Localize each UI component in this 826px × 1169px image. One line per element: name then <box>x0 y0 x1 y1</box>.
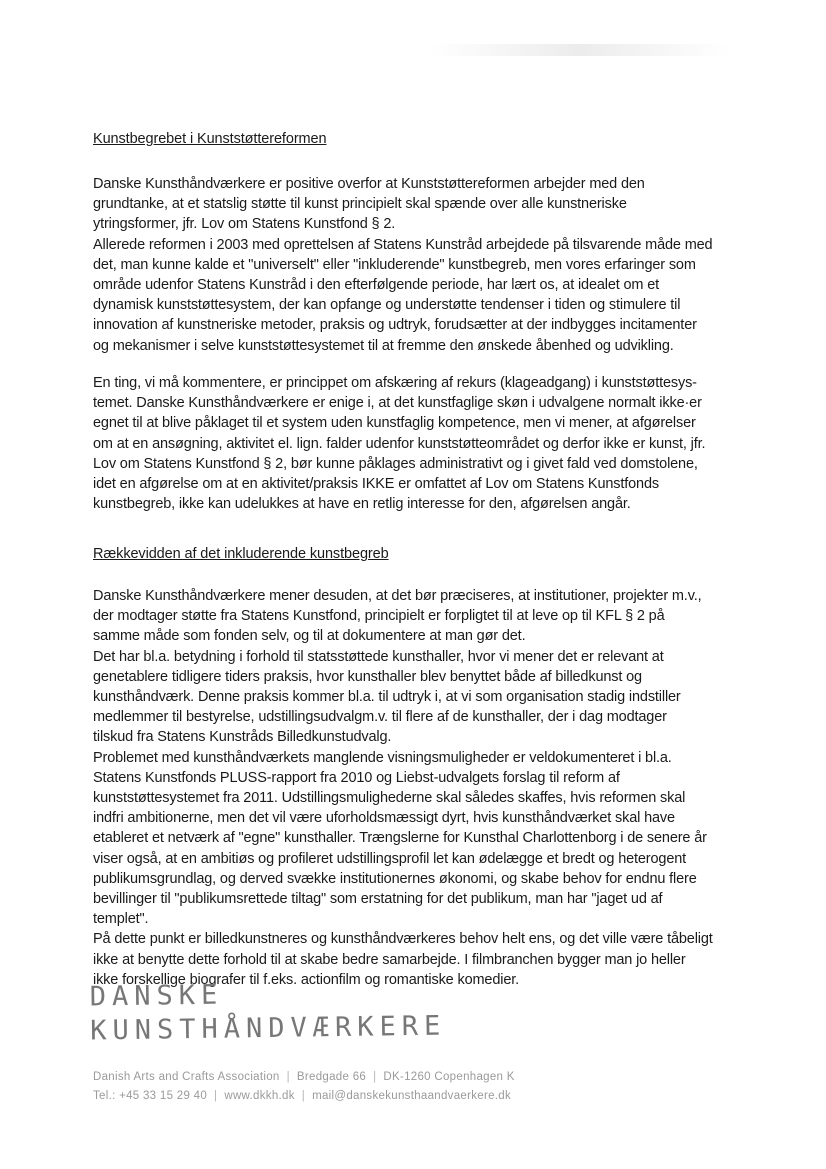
footer-separator: | <box>301 1090 306 1102</box>
text-line: område udenfor Statens Kunstråd i den efterfølgende periode, har lært os, at idealet om et <box>93 277 660 294</box>
letterhead-footer <box>93 1068 515 1106</box>
section-heading-raekkevidden: Rækkevidden af det inkluderende kunstbegreb <box>93 546 389 562</box>
text-line: ikke at benytte dette forhold til at skabe bedre samarbejde. I filmbranchen bygger man jo heller <box>93 951 686 968</box>
text-line: grundtanke, at et statslig støtte til kunst principielt skal spænde over alle kunstneriske <box>93 196 627 213</box>
text-line: Lov om Statens Kunstfond § 2, bør kunne påklages administrativt og i givet fald ved domstolene, <box>93 455 698 472</box>
text-line: publikumsgrundlag, og derved svække institutionernes økonomi, og skabe behov for endnu flere <box>93 870 697 887</box>
text-line: samme måde som fonden selv, og til at dokumentere at man gør det. <box>93 628 526 645</box>
text-line: På dette punkt er billedkunstneres og kunsthåndværkeres behov helt ens, og det ville være tåbeligt <box>93 931 713 948</box>
text-line: det, man kunne kalde et "universelt" eller "inkluderende" kunstbegreb, men vores erfaringer som <box>93 256 696 273</box>
text-line: tilskud fra Statens Kunstråds Billedkunstudvalg. <box>93 729 392 746</box>
text-line: Statens Kunstfonds PLUSS-rapport fra 2010 og Liebst-udvalgets forslag til reform af <box>93 769 620 786</box>
scan-bleed-through <box>430 44 730 56</box>
text-line: Danske Kunsthåndværkere er positive overfor at Kunststøttereformen arbejder med den <box>93 176 645 192</box>
text-line: der modtager støtte fra Statens Kunstfond, principielt er forpligtet til at leve op til KFL § 2 på <box>93 608 665 625</box>
paragraph-1 <box>93 174 712 356</box>
text-line: og mekanismer i selve kunststøttesystemet til at fremme den ønskede åbenhed og udvikling. <box>93 337 674 354</box>
organisation-logo <box>90 976 447 1049</box>
footer-website: www.dkkh.dk <box>224 1090 295 1102</box>
text-line: templet". <box>93 911 149 928</box>
text-line: Danske Kunsthåndværkere mener desuden, at det bør præciseres, at institutioner, projekter m.v., <box>93 588 702 604</box>
footer-phone: Tel.: +45 33 15 29 40 <box>93 1090 208 1102</box>
text-line: En ting, vi må kommentere, er princippet om afskæring af rekurs (klageadgang) i kunststøttesys- <box>93 375 697 391</box>
text-line: etableret et netværk af "egne" kunsthaller. Trængslerne for Kunsthal Charlottenborg i de senere år <box>93 830 707 847</box>
text-line: indfri ambitionerne, men det vil være uforholdsmæssigt dyrt, hvis kunsthåndværket skal have <box>93 810 675 827</box>
text-line: ikke forskellige biografer til f.eks. actionfilm og romantiske komedier. <box>93 971 519 988</box>
text-line: kunstbegreb, ikke kan udelukkes at have en retlig interesse for den, afgørelsen angår. <box>93 496 631 513</box>
text-line: Allerede reformen i 2003 med oprettelsen af Statens Kunstråd arbejdede på tilsvarende måde med <box>93 236 713 253</box>
text-line: medlemmer til bestyrelse, udstillingsudvalgm.v. til flere af de kunsthaller, der i dag modtager <box>93 709 667 726</box>
text-line: dynamisk kunststøttesystem, der kan opfange og understøtte tendenser i tiden og stimulere til <box>93 297 681 314</box>
section-heading-kunstbegrebet: Kunstbegrebet i Kunststøttereformen <box>93 131 327 147</box>
text-line: ytringsformer, jfr. Lov om Statens Kunstfond § 2. <box>93 216 396 233</box>
footer-line-2 <box>93 1087 515 1106</box>
footer-separator: | <box>373 1071 377 1083</box>
footer-separator: | <box>286 1071 290 1083</box>
text-line: kunsthåndværk. Denne praksis kommer bl.a. til udtryk i, at vi som organisation stadig indstiller <box>93 689 681 706</box>
paragraph-2 <box>93 373 705 514</box>
logo-line-1: DANSKE <box>89 979 224 1013</box>
footer-city: DK-1260 Copenhagen K <box>383 1071 515 1083</box>
footer-email: mail@danskekunsthaandvaerkere.dk <box>312 1090 512 1102</box>
text-line: Det har bl.a. betydning i forhold til statsstøttede kunsthaller, hvor vi mener det er relevant at <box>93 648 664 665</box>
text-line: genetablere tidligere tiders praksis, hvor kunsthaller blev benyttet både af billedkunst og <box>93 668 642 685</box>
footer-address: Bredgade 66 <box>296 1071 367 1083</box>
text-line: innovation af kunstneriske metoder, praksis og udtryk, forudsætter at der indbygges incitamenter <box>93 317 697 334</box>
text-line: kunststøttesystemet fra 2011. Udstillingsmulighederne skal således skaffes, hvis reformen skal <box>93 790 686 807</box>
paragraph-3 <box>93 586 713 990</box>
text-line: viser også, at en ambitiøs og profileret udstillingsprofil let kan ødelægge et bredt og heterogent <box>93 850 687 867</box>
text-line: egnet til at blive påklaget til et system uden kunstfaglig kompetence, men vi mener, at afgørelser <box>93 415 696 432</box>
logo-line-2: KUNSTHÅNDVÆRKERE <box>90 1010 447 1047</box>
text-line: om at en ansøgning, aktivitet el. lign. falder udenfor kunststøtteområdet og derfor ikke er kunst, jfr. <box>93 435 706 452</box>
footer-separator: | <box>214 1090 218 1102</box>
text-line: idet en afgørelse om at en aktivitet/praksis IKKE er omfattet af Lov om Statens Kunstfonds <box>93 476 659 493</box>
footer-org-name: Danish Arts and Crafts Association <box>93 1071 280 1083</box>
text-line: temet. Danske Kunsthåndværkere er enige i, at det kunstfaglige skøn i udvalgene normalt ikke·er <box>93 395 702 412</box>
text-line: bevillinger til "publikumsrettede tiltag" som erstatning for det publikum, man har "jaget ud af <box>93 891 663 908</box>
footer-line-1 <box>93 1068 515 1087</box>
text-line: Problemet med kunsthåndværkets manglende visningsmuligheder er veldokumenteret i bl.a. <box>93 749 672 766</box>
